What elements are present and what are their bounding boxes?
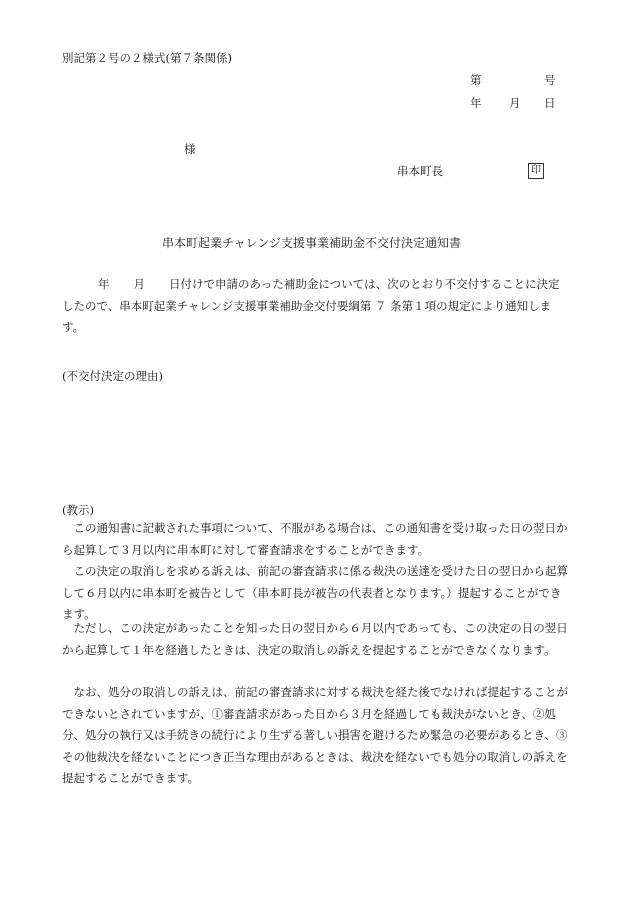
- date-year-label: 年: [470, 96, 482, 110]
- notice-heading: (教示): [62, 503, 94, 517]
- notice-paragraph-1: この通知書に記載された事項について、不服がある場合は、この通知書を受け取った日の翌日から起算して３月以内に串本町に対して審査請求をすることができます。: [62, 521, 568, 557]
- form-label: 別記第２号の２様式(第７条関係): [62, 51, 232, 65]
- document-number-suffix: 号: [544, 73, 556, 87]
- intro-paragraph: [62, 274, 570, 339]
- notice-paragraph-2: この決定の取消しを求める訴えは、前記の審査請求に係る裁決の送達を受けた日の翌日から起算して６月以内に串本町を被告として（串本町長が被告の代表者となります。）提起することができます。: [62, 564, 568, 621]
- date-month-label: 月: [509, 96, 521, 110]
- seal-mark: 印: [528, 163, 544, 179]
- reason-heading: (不交付決定の理由): [62, 369, 163, 383]
- intro-text: 日付けで申請のあった補助金については、次のとおり不交付することに決定したので、串本町起業チャレンジ支援事業補助金交付要綱第 ７ 条第１項の規定により通知します。: [62, 277, 560, 334]
- addressee-honorific: 様: [184, 142, 196, 156]
- sender-title: 串本町長: [397, 164, 443, 178]
- date-day-label: 日: [544, 96, 556, 110]
- notice-paragraph-3: ただし、この決定があったことを知った日の翌日から６月以内であっても、この決定の日の翌日から起算して１年を経過したときは、決定の取消しの訴えを提起することができなくなります。: [62, 621, 568, 657]
- seal-stamp: [528, 162, 544, 179]
- document-number-prefix: 第: [470, 73, 482, 87]
- intro-year-label: 年: [98, 277, 110, 291]
- document-title: 串本町起業チャレンジ支援事業補助金不交付決定通知書: [162, 236, 462, 250]
- notice-paragraph-4: なお、処分の取消しの訴えは、前記の審査請求に対する裁決を経た後でなければ提起することができないとされていますが、①審査請求があった日から３月を経過しても裁決がないとき、②処分、処分の執行又は手続きの続行により生ずる著しい損害を避けるため緊急の必要があるとき、③その他裁決を経ないことにつき正当な理由があるときは、裁決を経ないでも処分の取消しの訴えを提起することができます。: [62, 685, 568, 785]
- intro-month-label: 月: [133, 277, 145, 291]
